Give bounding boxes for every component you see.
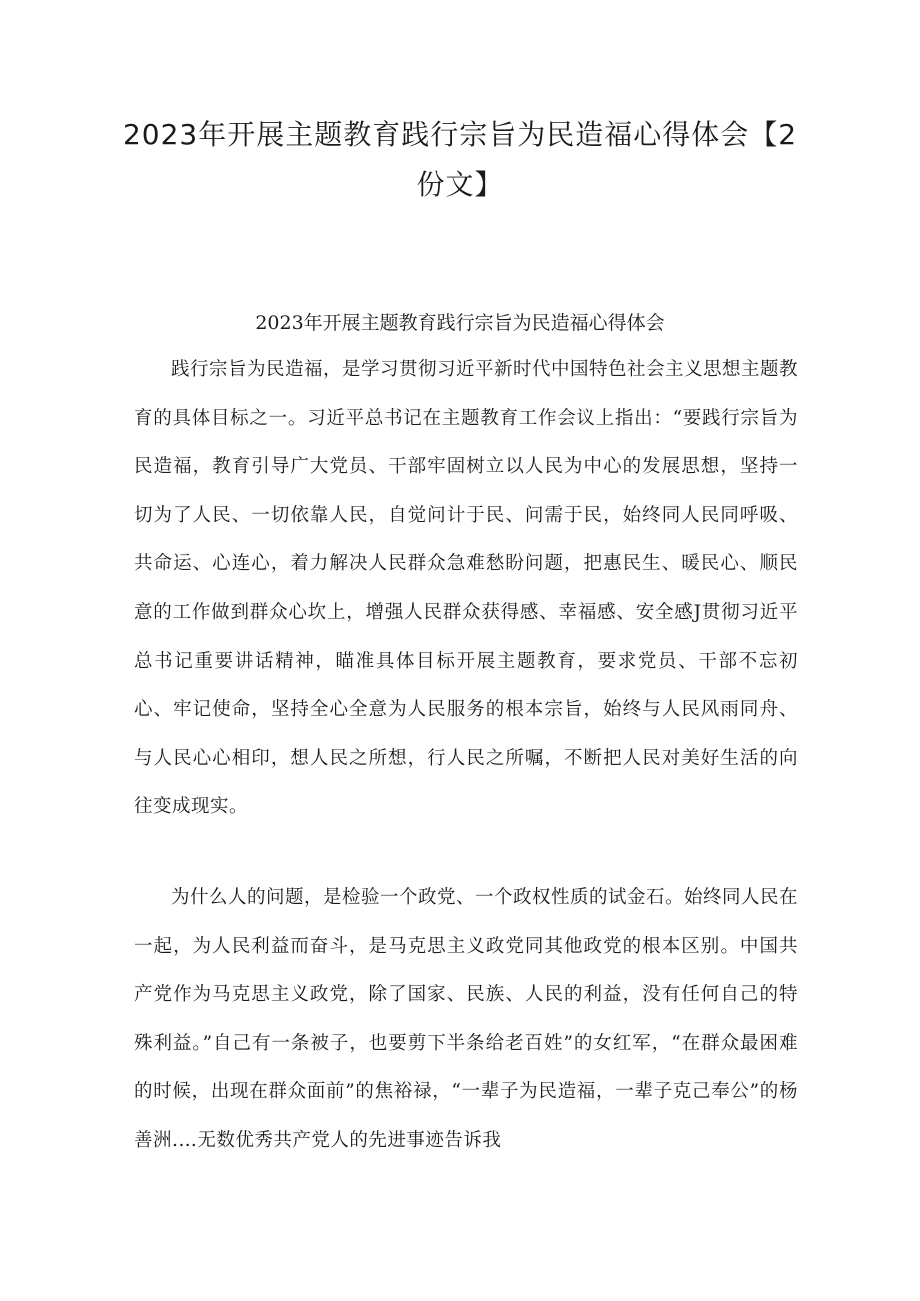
section-title: 2023年开展主题教育践行宗旨为民造福心得体会 xyxy=(255,312,665,334)
paragraph-2: 为什么人的问题，是检验一个政党、一个政权性质的试金石。始终同人民在一起，为人民利益而奋斗，是马克思主义政党同其他政党的根本区别。中国共产党作为马克思主义政党，除了国家、民族、人民的利益，没有任何自己的特殊利益。”自己有一条被子，也要剪下半条给老百姓”的女红军，“在群众最困难的时候，出现在群众面前”的焦裕禄，“一辈子为民造福，一辈子克己奉公”的杨善洲.…无数优秀共产党人的先进事迹告诉我 xyxy=(134,887,799,1151)
document-title: 2023年开展主题教育践行宗旨为民造福心得体会【2份文】 xyxy=(122,118,798,201)
paragraph-1: 践行宗旨为民造福，是学习贯彻习近平新时代中国特色社会主义思想主题教育的具体目标之一。习近平总书记在主题教育工作会议上指出：“要践行宗旨为民造福，教育引导广大党员、干部牢固树立以人民为中心的发展思想，坚持一切为了人民、一切依靠人民，自觉问计于民、问需于民，始终同人民同呼吸、共命运、心连心，着力解决人民群众急难愁盼问题，把惠民生、暖民心、顺民意的工作做到群众心坎上，增强人民群众获得感、幸福感、安全感J贯彻习近平总书记重要讲话精神，瞄准具体目标开展主题教育，要求党员、干部不忘初心、牢记使命，坚持全心全意为人民服务的根本宗旨，始终与人民风雨同舟、与人民心心相印，想人民之所想，行人民之所嘱，不断把人民对美好生活的向往变成现实。 xyxy=(134,359,799,818)
